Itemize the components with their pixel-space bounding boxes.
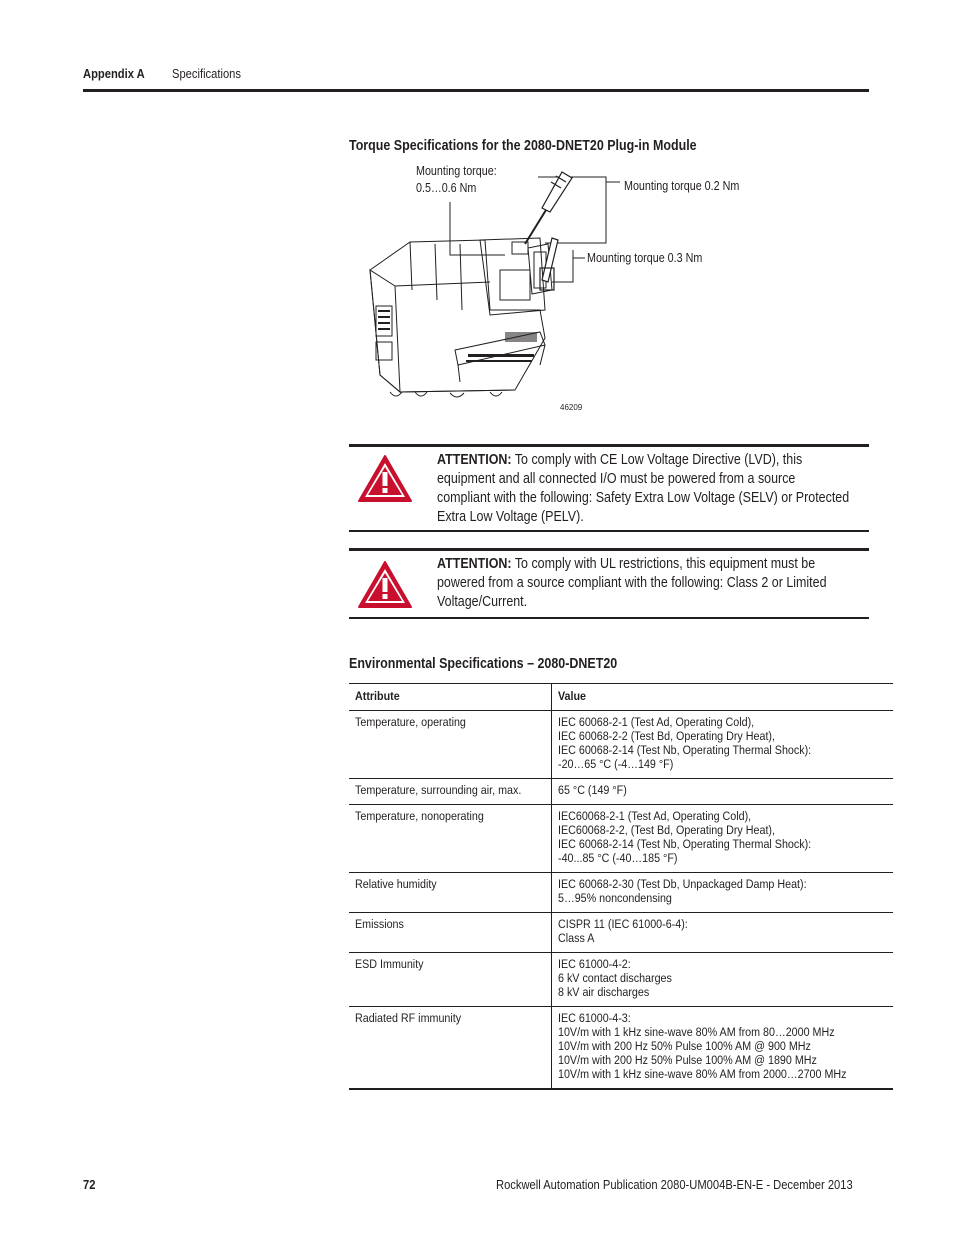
value-line: IEC 60068-2-14 (Test Nb, Operating Thermal Shock): xyxy=(558,743,812,757)
env-table-title: Environmental Specifications – 2080-DNET20 xyxy=(349,656,618,672)
attention-label: ATTENTION: xyxy=(437,452,512,468)
value-line: IEC 60068-2-1 (Test Ad, Operating Cold), xyxy=(558,715,755,729)
cell-attribute: ESD Immunity xyxy=(349,953,552,1007)
table-row xyxy=(349,1007,893,1090)
value-line: -40...85 °C (-40…185 °F) xyxy=(558,851,678,865)
torque-figure-title: Torque Specifications for the 2080-DNET20 Plug-in Module xyxy=(349,138,697,154)
cell-value xyxy=(552,873,893,913)
attention-box-ul xyxy=(349,548,869,619)
header-section: Specifications xyxy=(172,66,241,81)
attention-body: To comply with UL restrictions, this equipment must be powered from a source compliant with the following: Class 2 or Limited Voltage/Current. xyxy=(437,556,827,610)
attention-label: ATTENTION: xyxy=(437,556,512,572)
cell-value xyxy=(552,953,893,1007)
callout-mounting-line2: 0.5…0.6 Nm xyxy=(416,181,477,195)
value-line: IEC 61000-4-2: xyxy=(558,957,631,971)
value-line: -20…65 °C (-4…149 °F) xyxy=(558,757,674,771)
figure-number: 46209 xyxy=(560,403,583,412)
callout-torque-03: Mounting torque 0.3 Nm xyxy=(587,251,703,265)
table-header-row xyxy=(349,684,893,711)
table-row xyxy=(349,873,893,913)
warning-triangle-icon xyxy=(357,453,413,503)
attention-text-lvd xyxy=(437,451,850,527)
cell-value xyxy=(552,805,893,873)
table-row xyxy=(349,953,893,1007)
cell-value xyxy=(552,913,893,953)
cell-value xyxy=(552,711,893,779)
value-line: IEC 60068-2-14 (Test Nb, Operating Thermal Shock): xyxy=(558,837,812,851)
header-value: Value xyxy=(552,684,893,711)
screwdriver-icon xyxy=(525,172,572,244)
attention-body: To comply with CE Low Voltage Directive (LVD), this equipment and all connected I/O must be powered from a source compliant with the following: Safety Extra Low Voltage (SELV) or Protected Extra Low Voltage (PELV). xyxy=(437,452,850,525)
attention-text-ul xyxy=(437,555,850,612)
value-line: 5…95% noncondensing xyxy=(558,891,672,905)
value-line: CISPR 11 (IEC 61000-6-4): xyxy=(558,917,688,931)
torque-figure xyxy=(340,160,770,420)
table-row xyxy=(349,913,893,953)
value-line: 8 kV air discharges xyxy=(558,985,650,999)
cell-value xyxy=(552,1007,893,1090)
cell-value xyxy=(552,779,893,805)
env-spec-table xyxy=(349,683,872,1090)
header-attribute: Attribute xyxy=(349,684,552,711)
value-line: Class A xyxy=(558,931,595,945)
value-line: 6 kV contact discharges xyxy=(558,971,672,985)
cell-attribute: Temperature, surrounding air, max. xyxy=(349,779,552,805)
header-rule xyxy=(83,89,869,92)
value-line: IEC 60068-2-30 (Test Db, Unpackaged Damp Heat): xyxy=(558,877,807,891)
table-row xyxy=(349,711,893,779)
value-line: IEC 60068-2-2 (Test Bd, Operating Dry Heat), xyxy=(558,729,775,743)
value-line: 65 °C (149 °F) xyxy=(558,783,627,797)
value-line: 10V/m with 1 kHz sine-wave 80% AM from 2000…2700 MHz xyxy=(558,1067,847,1081)
value-line: 10V/m with 200 Hz 50% Pulse 100% AM @ 900 MHz xyxy=(558,1039,811,1053)
cell-attribute: Relative humidity xyxy=(349,873,552,913)
footer-publication: Rockwell Automation Publication 2080-UM004B-EN-E - December 2013 xyxy=(496,1177,853,1192)
table-row xyxy=(349,805,893,873)
attention-box-lvd xyxy=(349,444,869,532)
header-appendix: Appendix A xyxy=(83,66,145,81)
cell-attribute: Temperature, nonoperating xyxy=(349,805,552,873)
page-number: 72 xyxy=(83,1177,96,1192)
cell-attribute: Temperature, operating xyxy=(349,711,552,779)
cell-attribute: Emissions xyxy=(349,913,552,953)
value-line: 10V/m with 200 Hz 50% Pulse 100% AM @ 1890 MHz xyxy=(558,1053,817,1067)
table-body xyxy=(349,711,893,1090)
module-illustration xyxy=(340,160,770,420)
warning-triangle-icon xyxy=(357,559,413,609)
callout-mounting-line1: Mounting torque: xyxy=(416,164,497,178)
value-line: 10V/m with 1 kHz sine-wave 80% AM from 80…2000 MHz xyxy=(558,1025,835,1039)
table-row xyxy=(349,779,893,805)
value-line: IEC60068-2-1 (Test Ad, Operating Cold), xyxy=(558,809,752,823)
value-line: IEC 61000-4-3: xyxy=(558,1011,631,1025)
cell-attribute: Radiated RF immunity xyxy=(349,1007,552,1090)
callout-mounting-torque xyxy=(416,163,497,197)
value-line: IEC60068-2-2, (Test Bd, Operating Dry Heat), xyxy=(558,823,775,837)
callout-torque-02: Mounting torque 0.2 Nm xyxy=(624,179,740,193)
